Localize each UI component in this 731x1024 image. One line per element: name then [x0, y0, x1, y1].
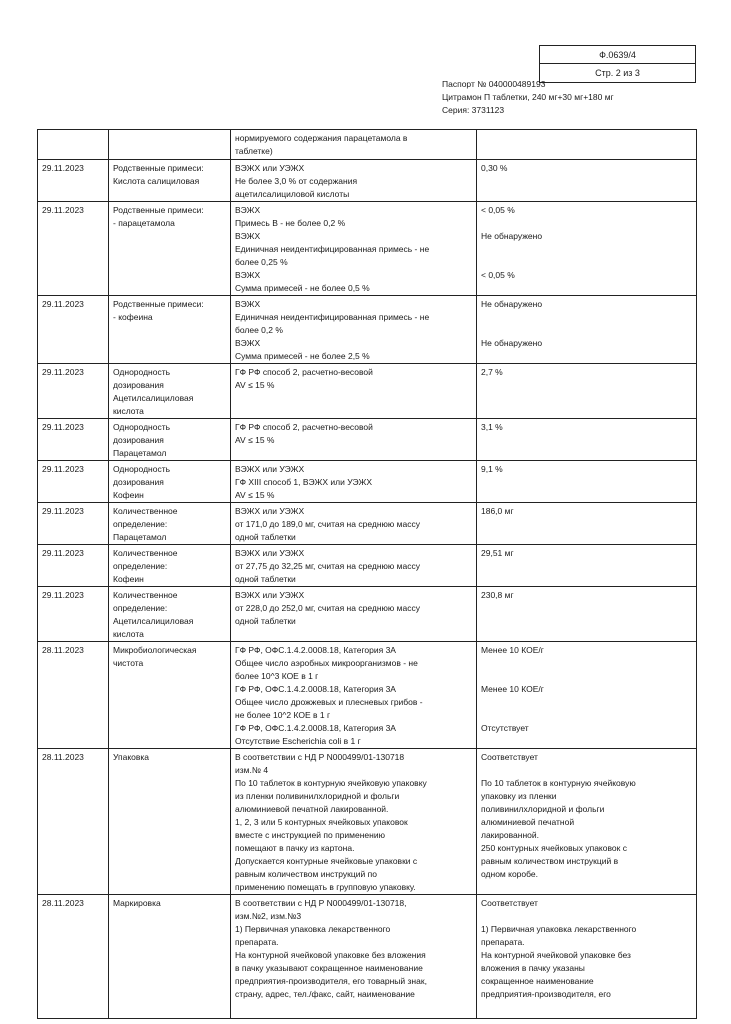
result-cell [477, 296, 697, 364]
result-line: Соответствует [481, 898, 538, 908]
result-line: 0,30 % [481, 163, 508, 173]
norm-line: одной таблетки [235, 532, 296, 542]
indicator-line: Количественное [113, 590, 178, 600]
indicator-line: Упаковка [113, 752, 150, 762]
norm-line: ВЭЖХ [235, 270, 261, 280]
result-line: Менее 10 КОЕ/г [481, 684, 544, 694]
norm-line: На контурной ячейковой упаковке без вложения [235, 950, 426, 960]
norm-line: ВЭЖХ [235, 299, 261, 309]
norm-line: от 228,0 до 252,0 мг, считая на среднюю массу [235, 603, 420, 613]
norm-line: Примесь В - не более 0,2 % [235, 218, 346, 228]
result-line: Не обнаружено [481, 299, 543, 309]
indicator-line: дозирования [113, 380, 164, 390]
norm-line: AV ≤ 15 % [235, 435, 275, 445]
norm-cell [231, 749, 477, 895]
indicator-cell [109, 202, 231, 296]
date-line: 29.11.2023 [42, 163, 84, 173]
page-number: Стр. 2 из 3 [595, 68, 640, 78]
date-cell [38, 160, 109, 202]
norm-line: ВЭЖХ или УЭЖХ [235, 590, 305, 600]
result-line: 230,8 мг [481, 590, 514, 600]
date-cell [38, 642, 109, 749]
indicator-line: Ацетилсалициловая [113, 393, 194, 403]
result-cell [477, 503, 697, 545]
result-line: Не обнаружено [481, 338, 543, 348]
indicator-line: - кофеина [113, 312, 153, 322]
result-line: алюминиевой печатной [481, 817, 575, 827]
table-row [38, 364, 697, 419]
date-line: 28.11.2023 [42, 898, 84, 908]
norm-line: одной таблетки [235, 574, 296, 584]
result-line: одном коробе. [481, 869, 538, 879]
norm-line: AV ≤ 15 % [235, 380, 275, 390]
table-row [38, 419, 697, 461]
indicator-cell [109, 503, 231, 545]
date-cell [38, 419, 109, 461]
date-cell [38, 587, 109, 642]
indicator-line: Однородность [113, 367, 171, 377]
norm-line: Отсутствие Escherichia coli в 1 г [235, 736, 361, 746]
norm-cell [231, 895, 477, 1019]
result-line [481, 696, 692, 709]
date-cell [38, 503, 109, 545]
result-cell [477, 895, 697, 1019]
result-line [481, 910, 692, 923]
indicator-cell [109, 642, 231, 749]
result-line: сокращенное наименование [481, 976, 594, 986]
result-cell [477, 419, 697, 461]
result-line: Отсутствует [481, 723, 529, 733]
result-line: 9,1 % [481, 464, 503, 474]
table-row [38, 642, 697, 749]
indicator-line: Однородность [113, 464, 171, 474]
norm-line: ВЭЖХ [235, 231, 261, 241]
date-line [42, 132, 104, 145]
norm-line: Общее число аэробных микроорганизмов - не [235, 658, 418, 668]
norm-line: ГФ РФ способ 2, расчетно-весовой [235, 367, 373, 377]
result-line: упаковку из пленки [481, 791, 557, 801]
result-line: 2,7 % [481, 367, 503, 377]
result-line [481, 243, 692, 256]
result-line: 250 контурных ячейковых упаковок с [481, 843, 627, 853]
norm-line: не более 10^2 КОЕ в 1 г [235, 710, 331, 720]
norm-line: предприятия-производителя, его товарный знак, [235, 976, 427, 986]
norm-cell [231, 461, 477, 503]
norm-line: нормируемого содержания парацетамола в [235, 133, 408, 143]
results-table [37, 129, 697, 1019]
result-line: На контурной ячейковой упаковке без [481, 950, 631, 960]
result-line: Не обнаружено [481, 231, 543, 241]
norm-line: одной таблетки [235, 616, 296, 626]
norm-line: Допускается контурные ячейковые упаковки с [235, 856, 418, 866]
norm-cell [231, 587, 477, 642]
norm-line: ВЭЖХ или УЭЖХ [235, 464, 305, 474]
result-line [481, 311, 692, 324]
norm-cell [231, 503, 477, 545]
indicator-cell [109, 545, 231, 587]
norm-line: ГФ РФ способ 2, расчетно-весовой [235, 422, 373, 432]
norm-line: Единичная неидентифицированная примесь - не [235, 312, 430, 322]
indicator-cell [109, 419, 231, 461]
norm-line: ГФ РФ, ОФС.1.4.2.0008.18, Категория 3А [235, 645, 396, 655]
indicator-cell [109, 364, 231, 419]
date-line: 29.11.2023 [42, 205, 84, 215]
indicator-line: дозирования [113, 477, 164, 487]
indicator-cell [109, 587, 231, 642]
norm-line: страну, адрес, тел./факс, сайт, наименование [235, 989, 415, 999]
result-line: 1) Первичная упаковка лекарственного [481, 924, 637, 934]
norm-line: ГФ РФ, ОФС.1.4.2.0008.18, Категория 3А [235, 684, 396, 694]
indicator-line: чистота [113, 658, 144, 668]
norm-line: изм.№ 4 [235, 765, 269, 775]
passport-number: Паспорт № 040000489193 [442, 79, 546, 89]
norm-line: более 0,25 % [235, 257, 288, 267]
norm-cell [231, 130, 477, 160]
table-row [38, 296, 697, 364]
indicator-line: - парацетамола [113, 218, 175, 228]
result-line: предприятия-производителя, его [481, 989, 611, 999]
date-line: 29.11.2023 [42, 590, 84, 600]
norm-cell [231, 202, 477, 296]
result-line: 29,51 мг [481, 548, 514, 558]
norm-line: алюминиевой печатной лакированной. [235, 804, 389, 814]
result-cell [477, 202, 697, 296]
result-cell [477, 749, 697, 895]
indicator-line: определение: [113, 603, 168, 613]
result-cell [477, 130, 697, 160]
norm-line: равным количеством инструкций по [235, 869, 377, 879]
table-row [38, 545, 697, 587]
norm-line: ВЭЖХ или УЭЖХ [235, 548, 305, 558]
result-line: Менее 10 КОЕ/г [481, 645, 544, 655]
result-cell [477, 642, 697, 749]
norm-line: AV ≤ 15 % [235, 490, 275, 500]
result-line: < 0,05 % [481, 205, 515, 215]
result-line [481, 764, 692, 777]
indicator-line: Кислота салициловая [113, 176, 200, 186]
indicator-line: Кофеин [113, 574, 144, 584]
date-line: 29.11.2023 [42, 506, 84, 516]
indicator-line: Количественное [113, 548, 178, 558]
norm-line: ГФ XIII способ 1, ВЭЖХ или УЭЖХ [235, 477, 372, 487]
norm-line: применению помещать в групповую упаковку. [235, 882, 416, 892]
result-line [481, 217, 692, 230]
indicator-line: Маркировка [113, 898, 161, 908]
result-line: По 10 таблеток в контурную ячейковую [481, 778, 636, 788]
indicator-line: кислота [113, 629, 144, 639]
passport-header [442, 78, 614, 117]
result-cell [477, 364, 697, 419]
result-line: < 0,05 % [481, 270, 515, 280]
norm-line: в пачку указывают сокращенное наименование [235, 963, 423, 973]
indicator-line: Парацетамол [113, 448, 167, 458]
result-line [481, 670, 692, 683]
form-code: Ф.0639/4 [540, 46, 695, 64]
result-line: поливинилхлоридной и фольги [481, 804, 605, 814]
norm-line: Сумма примесей - не более 2,5 % [235, 351, 370, 361]
table-row [38, 160, 697, 202]
indicator-line: Родственные примеси: [113, 163, 204, 173]
result-line: препарата. [481, 937, 525, 947]
indicator-cell [109, 749, 231, 895]
date-cell [38, 130, 109, 160]
norm-line: помещают в пачку из картона. [235, 843, 355, 853]
norm-line: ВЭЖХ или УЭЖХ [235, 506, 305, 516]
table-row [38, 587, 697, 642]
norm-line: более 10^3 КОЕ в 1 г [235, 671, 319, 681]
indicator-line: Количественное [113, 506, 178, 516]
date-line: 29.11.2023 [42, 422, 84, 432]
norm-line: ВЭЖХ [235, 205, 261, 215]
date-cell [38, 364, 109, 419]
norm-cell [231, 642, 477, 749]
indicator-line: определение: [113, 519, 168, 529]
norm-line: от 27,75 до 32,25 мг, считая на среднюю массу [235, 561, 420, 571]
norm-line: Общее число дрожжевых и плесневых грибов - [235, 697, 423, 707]
result-line [481, 657, 692, 670]
result-line: равным количеством инструкций в [481, 856, 619, 866]
norm-cell [231, 296, 477, 364]
norm-line: По 10 таблеток в контурную ячейковую упаковку [235, 778, 427, 788]
indicator-line: Парацетамол [113, 532, 167, 542]
indicator-line: Родственные примеси: [113, 205, 204, 215]
date-line: 28.11.2023 [42, 645, 84, 655]
norm-line: 1, 2, 3 или 5 контурных ячейковых упаковок [235, 817, 408, 827]
result-cell [477, 461, 697, 503]
norm-line: от 171,0 до 189,0 мг, считая на среднюю массу [235, 519, 420, 529]
table-row [38, 749, 697, 895]
norm-line: вместе с инструкцией по применению [235, 830, 385, 840]
result-line [481, 709, 692, 722]
norm-line: из пленки поливинилхлоридной и фольги [235, 791, 400, 801]
norm-line: таблетке) [235, 146, 273, 156]
norm-line: изм.№2, изм.№3 [235, 911, 302, 921]
indicator-cell [109, 160, 231, 202]
norm-line: Единичная неидентифицированная примесь - не [235, 244, 430, 254]
indicator-line: Ацетилсалициловая [113, 616, 194, 626]
norm-line: В соответствии с НД Р N000499/01-130718, [235, 898, 407, 908]
series-number: Серия: 3731123 [442, 105, 505, 115]
result-line: 186,0 мг [481, 506, 514, 516]
result-line [481, 324, 692, 337]
date-cell [38, 202, 109, 296]
date-line: 29.11.2023 [42, 464, 84, 474]
indicator-line: дозирования [113, 435, 164, 445]
date-cell [38, 461, 109, 503]
date-line: 29.11.2023 [42, 367, 84, 377]
norm-line: Сумма примесей - не более 0,5 % [235, 283, 370, 293]
norm-line: Не более 3,0 % от содержания [235, 176, 358, 186]
norm-line: ВЭЖХ или УЭЖХ [235, 163, 305, 173]
result-cell [477, 587, 697, 642]
indicator-cell [109, 296, 231, 364]
date-line: 28.11.2023 [42, 752, 84, 762]
norm-line: ГФ РФ, ОФС.1.4.2.0008.18, Категория 3А [235, 723, 396, 733]
indicator-line: определение: [113, 561, 168, 571]
result-line: Соответствует [481, 752, 538, 762]
indicator-cell [109, 130, 231, 160]
indicator-line: Родственные примеси: [113, 299, 204, 309]
norm-cell [231, 419, 477, 461]
table-row [38, 130, 697, 160]
date-cell [38, 749, 109, 895]
norm-line: ВЭЖХ [235, 338, 261, 348]
indicator-line: Кофеин [113, 490, 144, 500]
table-row [38, 202, 697, 296]
indicator-line: кислота [113, 406, 144, 416]
indicator-cell [109, 461, 231, 503]
date-line: 29.11.2023 [42, 299, 84, 309]
table-row [38, 895, 697, 1019]
norm-cell [231, 160, 477, 202]
norm-line: В соответствии с НД Р N000499/01-130718 [235, 752, 405, 762]
table-row [38, 461, 697, 503]
result-line: 3,1 % [481, 422, 503, 432]
date-cell [38, 296, 109, 364]
result-cell [477, 160, 697, 202]
norm-cell [231, 545, 477, 587]
norm-cell [231, 364, 477, 419]
norm-line: препарата. [235, 937, 279, 947]
result-line: вложения в пачку указаны [481, 963, 585, 973]
result-line: лакированной. [481, 830, 539, 840]
date-cell [38, 545, 109, 587]
norm-line: ацетилсалициловой кислоты [235, 189, 350, 199]
date-line: 29.11.2023 [42, 548, 84, 558]
product-name: Цитрамон П таблетки, 240 мг+30 мг+180 мг [442, 92, 614, 102]
norm-line: 1) Первичная упаковка лекарственного [235, 924, 391, 934]
result-cell [477, 545, 697, 587]
result-line [481, 256, 692, 269]
table-row [38, 503, 697, 545]
indicator-cell [109, 895, 231, 1019]
date-cell [38, 895, 109, 1019]
indicator-line: Микробиологическая [113, 645, 197, 655]
indicator-line: Однородность [113, 422, 171, 432]
norm-line: более 0,2 % [235, 325, 283, 335]
